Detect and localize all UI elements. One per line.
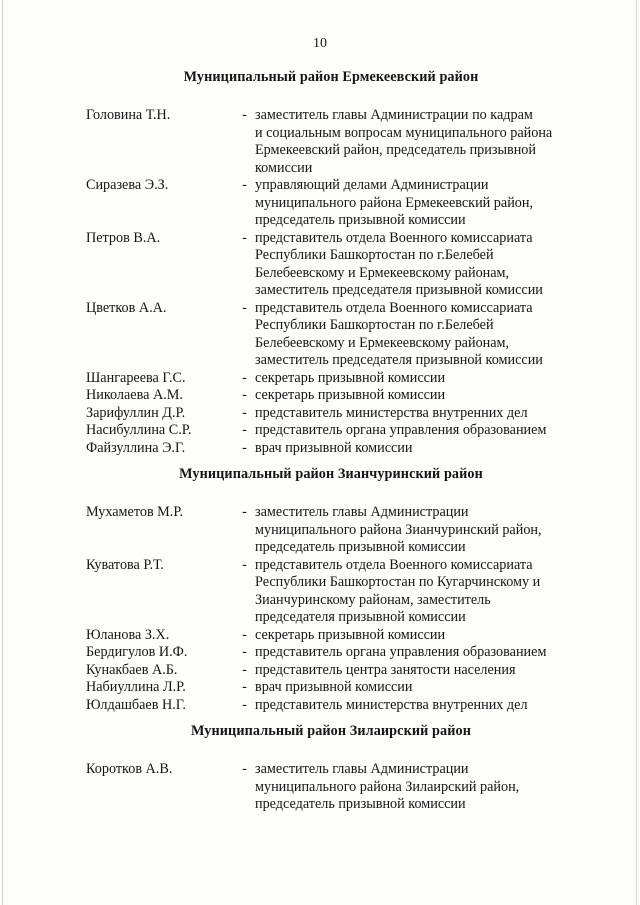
member-role <box>252 557 600 627</box>
member-dash: - <box>242 422 247 438</box>
member-name: Петров В.А. <box>86 229 161 246</box>
member-role-line: председатель призывной комиссии <box>255 796 466 812</box>
member-role <box>252 679 600 697</box>
member-role <box>252 300 600 370</box>
section-zianchurinsky <box>0 466 640 714</box>
member-row <box>0 644 640 662</box>
member-row <box>0 440 640 458</box>
member-name: Зарифуллин Д.Р. <box>86 404 186 421</box>
member-role <box>252 405 600 423</box>
member-role-line: секретарь призывной комиссии <box>255 387 446 403</box>
member-role <box>252 697 600 715</box>
member-role-line: и социальным вопросам муниципального района <box>255 124 553 141</box>
member-role-line: врач призывной комиссии <box>255 439 413 456</box>
member-role-line: заместитель главы Администрации по кадрам <box>255 107 533 123</box>
member-name: Куватова Р.Т. <box>86 556 164 573</box>
member-dash: - <box>242 299 247 316</box>
member-role-line: Республики Башкортостан по г.Белебей <box>255 247 494 263</box>
member-list <box>0 504 640 714</box>
member-role-line: заместитель главы Администрации <box>255 761 469 777</box>
member-role-line: Белебеевскому и Ермекеевскому районам, <box>255 334 510 351</box>
member-row <box>0 627 640 645</box>
member-role-line: заместитель главы Администрации <box>255 504 469 520</box>
member-name: Бердигулов И.Ф. <box>86 644 188 660</box>
member-row <box>0 679 640 697</box>
member-role-line: муниципального района Зианчуринский район, <box>255 521 542 538</box>
member-role <box>252 230 600 300</box>
section-zilairsky <box>0 723 640 814</box>
member-dash: - <box>242 556 247 573</box>
member-role-line: секретарь призывной комиссии <box>255 369 446 386</box>
member-role-line: председатель призывной комиссии <box>255 212 466 228</box>
member-dash: - <box>242 679 247 695</box>
member-role-line: представитель министерства внутренних дел <box>255 696 528 713</box>
member-role-line: Белебеевскому и Ермекеевскому районам, <box>255 264 510 281</box>
member-name: Мухаметов М.Р. <box>86 504 184 520</box>
member-role-line: заместитель председателя призывной комиссии <box>255 352 543 368</box>
member-name: Головина Т.Н. <box>86 107 171 123</box>
member-list <box>0 761 640 814</box>
member-row <box>0 422 640 440</box>
member-list <box>0 107 640 457</box>
member-row <box>0 405 640 423</box>
member-dash: - <box>242 229 247 246</box>
member-role-line: представитель органа управления образованием <box>255 644 547 660</box>
member-dash: - <box>242 696 247 713</box>
member-row <box>0 230 640 300</box>
section-title: Муниципальный район Зилаирский район <box>191 723 471 739</box>
member-row <box>0 504 640 557</box>
member-dash: - <box>242 439 247 456</box>
member-role <box>252 422 600 440</box>
member-dash: - <box>242 661 247 678</box>
member-role-line: врач призывной комиссии <box>255 679 413 695</box>
member-name: Набиуллина Л.Р. <box>86 679 186 695</box>
member-role-line: муниципального района Ермекеевский район, <box>255 194 534 211</box>
member-role-line: Республики Башкортостан по г.Белебей <box>255 317 494 333</box>
member-role-line: управляющий делами Администрации <box>255 177 489 193</box>
member-dash: - <box>242 387 247 403</box>
member-role-line: представитель органа управления образованием <box>255 422 547 438</box>
member-role-line: председателя призывной комиссии <box>255 609 466 625</box>
member-dash: - <box>242 369 247 386</box>
member-role <box>252 440 600 458</box>
member-role <box>252 370 600 388</box>
member-role-line: представитель министерства внутренних дел <box>255 404 528 421</box>
member-row <box>0 557 640 627</box>
member-row <box>0 370 640 388</box>
member-dash: - <box>242 626 247 643</box>
page-number: 10 <box>313 36 327 51</box>
member-name: Сиразева Э.З. <box>86 177 169 193</box>
section-title: Муниципальный район Зианчуринский район <box>179 466 483 482</box>
member-dash: - <box>242 404 247 421</box>
member-role-line: комиссии <box>255 159 313 176</box>
member-role-line: представитель отдела Военного комиссариата <box>255 229 533 246</box>
member-row <box>0 697 640 715</box>
member-role <box>252 504 600 557</box>
member-dash: - <box>242 761 247 777</box>
member-role-line: представитель центра занятости населения <box>255 661 516 678</box>
section-title: Муниципальный район Ермекеевский район <box>183 69 479 85</box>
member-row <box>0 300 640 370</box>
member-dash: - <box>242 177 247 193</box>
member-name: Кунакбаев А.Б. <box>86 661 178 678</box>
member-role-line: Республики Башкортостан по Кугарчинскому и <box>255 574 541 590</box>
member-name: Юлдашбаев Н.Г. <box>86 696 186 713</box>
member-role-line: председатель призывной комиссии <box>255 539 466 555</box>
member-role <box>252 662 600 680</box>
member-role <box>252 177 600 230</box>
member-row <box>0 761 640 814</box>
member-dash: - <box>242 504 247 520</box>
member-row <box>0 662 640 680</box>
section-ermekeevsky <box>0 69 640 457</box>
member-dash: - <box>242 107 247 123</box>
member-role-line: представитель отдела Военного комиссариата <box>255 299 533 316</box>
member-role-line: представитель отдела Военного комиссариата <box>255 556 533 573</box>
member-row <box>0 387 640 405</box>
member-role-line: Ермекеевский район, председатель призывной <box>255 142 536 158</box>
member-role <box>252 107 600 177</box>
member-role <box>252 627 600 645</box>
member-role-line: секретарь призывной комиссии <box>255 626 446 643</box>
member-role <box>252 761 600 814</box>
member-name: Коротков А.В. <box>86 761 173 777</box>
member-name: Файзуллина Э.Г. <box>86 439 186 456</box>
member-name: Шангареева Г.С. <box>86 369 186 386</box>
member-name: Насибуллина С.Р. <box>86 422 192 438</box>
member-role-line: заместитель председателя призывной комиссии <box>255 282 543 298</box>
member-role <box>252 387 600 405</box>
member-name: Цветков А.А. <box>86 299 167 316</box>
member-dash: - <box>242 644 247 660</box>
member-name: Юланова З.Х. <box>86 626 170 643</box>
member-role <box>252 644 600 662</box>
member-role-line: Зианчуринскому районам, заместитель <box>255 591 491 608</box>
member-row <box>0 177 640 230</box>
member-role-line: муниципального района Зилаирский район, <box>255 778 520 795</box>
member-row <box>0 107 640 177</box>
member-name: Николаева А.М. <box>86 387 183 403</box>
